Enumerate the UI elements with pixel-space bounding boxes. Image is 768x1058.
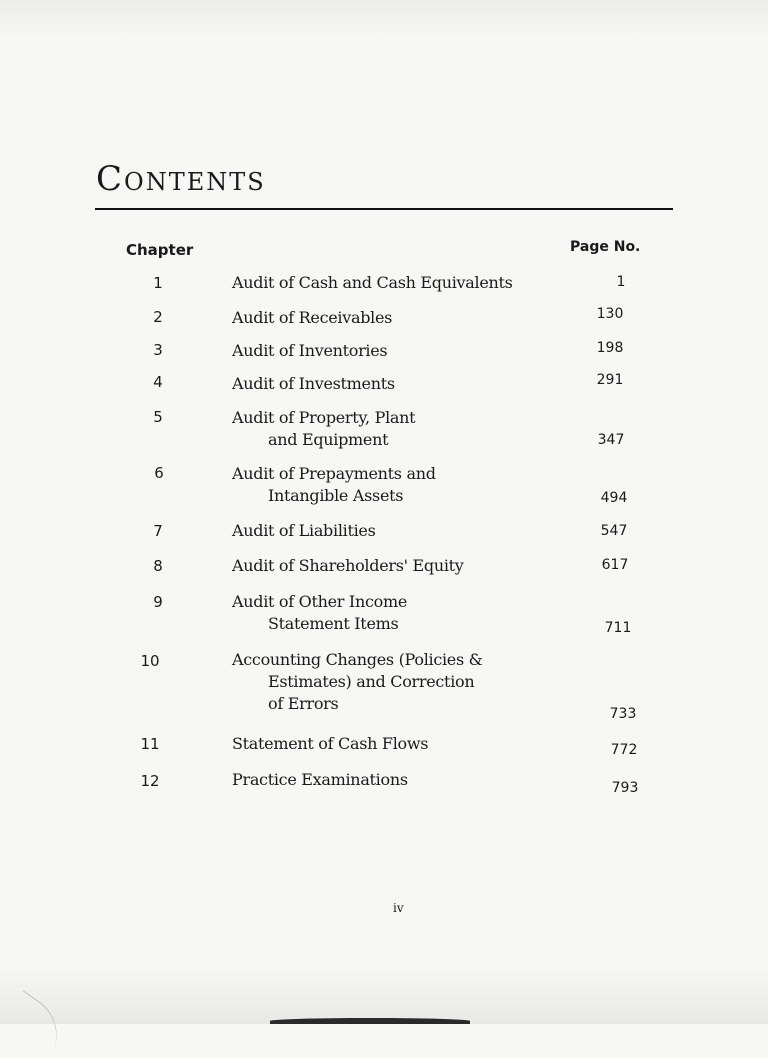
chapter-title [232,463,436,507]
page-number: 130 [596,306,624,322]
page-number: 1 [616,274,626,290]
binding-edge [270,1018,470,1024]
chapter-number: 4 [153,373,163,391]
page-bottom-shadow [0,964,768,1024]
chapter-title-line: Accounting Changes (Policies & [232,650,483,669]
page-number: 547 [600,523,628,539]
page-number: 291 [596,372,624,388]
chapter-number: 6 [154,464,164,482]
chapter-number: 7 [153,522,163,540]
page-number: 772 [610,742,638,758]
page-column-header: Page No. [570,239,641,255]
chapter-number: 2 [153,308,163,326]
page-folio-number: iv [393,901,404,915]
chapter-title-line: of Errors [268,694,339,713]
page-number: 793 [611,780,639,796]
title-divider [95,208,673,210]
chapter-title [232,340,387,362]
chapter-title-line: Audit of Shareholders' Equity [232,556,464,575]
chapter-title [232,555,464,577]
chapter-number: 1 [153,274,163,292]
chapter-title [232,649,483,715]
page-title: Contents [96,159,266,199]
chapter-title [232,733,428,755]
chapter-title [232,272,513,294]
page-top-shadow [0,0,768,40]
chapter-number: 8 [153,557,163,575]
chapter-title-line: Audit of Inventories [232,341,388,360]
chapter-number: 9 [153,593,163,611]
chapter-title [232,307,392,329]
chapter-title [232,591,407,635]
chapter-number: 5 [153,408,163,426]
page-number: 347 [597,432,625,448]
page-number: 711 [604,620,632,636]
chapter-number: 10 [140,652,160,670]
chapter-number: 11 [140,735,160,753]
chapter-title [232,769,408,791]
chapter-title [232,373,395,395]
chapter-title-line: Audit of Investments [232,374,395,393]
chapter-title-line: Audit of Receivables [232,308,393,327]
chapter-title-line: Practice Examinations [232,770,408,789]
chapter-title-line: Audit of Prepayments and [232,464,436,483]
chapter-title [232,520,375,542]
page-number: 494 [600,490,628,506]
page-number: 733 [609,706,637,722]
chapter-title-line: Statement of Cash Flows [232,734,429,753]
chapter-title-line: Audit of Liabilities [232,521,376,540]
chapter-title-line: Intangible Assets [268,486,404,505]
page-number: 198 [596,340,624,356]
chapter-title-line: Estimates) and Correction [268,672,475,691]
chapter-title-line: Audit of Cash and Cash Equivalents [232,273,513,292]
chapter-number: 12 [140,772,160,790]
chapter-column-header: Chapter [126,241,194,259]
chapter-title [232,407,415,451]
chapter-title-line: Audit of Other Income [232,592,407,611]
chapter-title-line: Audit of Property, Plant [232,408,416,427]
chapter-title-line: Statement Items [268,614,399,633]
page-number: 617 [601,557,629,573]
chapter-title-line: and Equipment [268,430,389,449]
chapter-number: 3 [153,341,163,359]
